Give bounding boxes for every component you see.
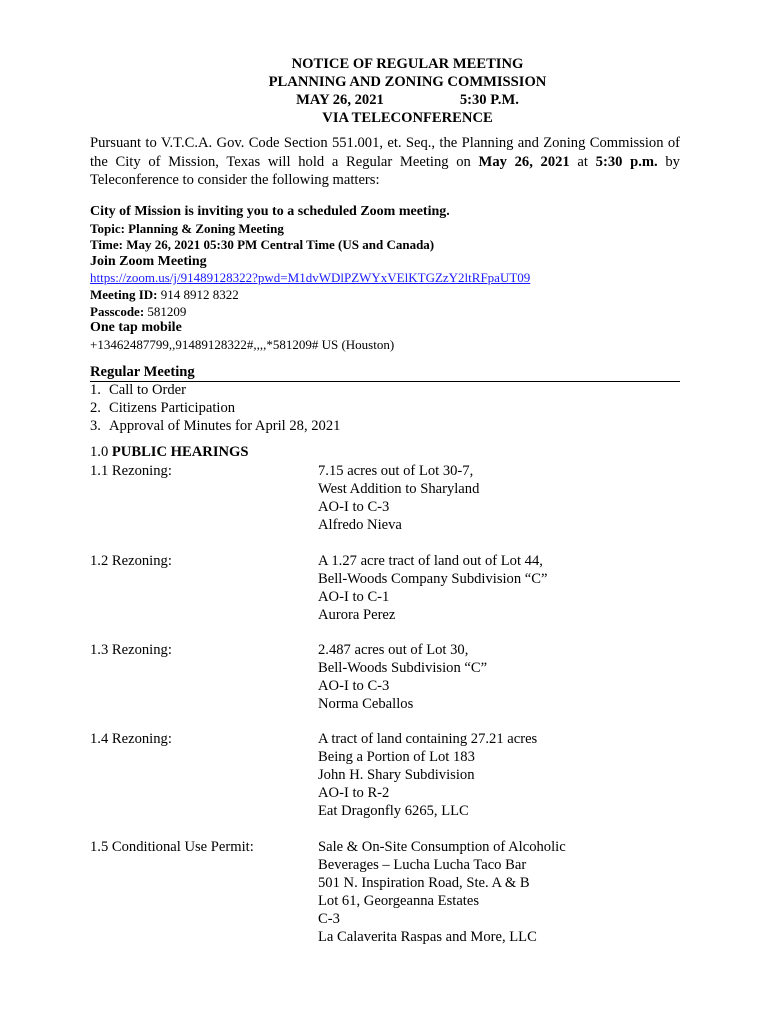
agenda-list: [90, 381, 340, 435]
public-hearings-heading: 1.0 PUBLIC HEARINGS: [90, 444, 249, 460]
passcode: Passcode: 581209: [90, 303, 187, 319]
hearing-description: 2.487 acres out of Lot 30, Bell-Woods Subdivision “C” AO-I to C-3 Norma Ceballos: [318, 642, 488, 712]
zoom-details: [90, 204, 690, 353]
zoom-topic: Topic: Planning & Zoning Meeting: [90, 220, 284, 236]
intro-date: May 26, 2021: [478, 153, 570, 170]
hearing-label: 1.2 Rezoning:: [90, 553, 172, 569]
meeting-datetime: [90, 91, 725, 109]
teleconference-title: VIA TELECONFERENCE: [322, 110, 493, 126]
meeting-date: MAY 26, 2021: [296, 92, 384, 108]
agenda-item: 1. Call to Order: [90, 382, 187, 398]
agenda-item: 2. Citizens Participation: [90, 400, 236, 416]
hearing-description: 7.15 acres out of Lot 30-7, West Addition to Sharyland AO-I to C-3 Alfredo Nieva: [318, 463, 480, 533]
hearing-description: A 1.27 acre tract of land out of Lot 44, Bell-Woods Company Subdivision “C” AO-I to C-1 Aurora Perez: [318, 553, 548, 623]
one-tap-number: +13462487799,,91489128322#,,,,*581209# US (Houston): [90, 336, 395, 352]
hearing-label: 1.1 Rezoning:: [90, 463, 172, 479]
notice-title: NOTICE OF REGULAR MEETING: [291, 56, 524, 72]
intro-paragraph: Pursuant to V.T.C.A. Gov. Code Section 551.001, et. Seq., the Planning and Zoning Commission of the City of Mission, Texas will hold a Regular Meeting on May 26, 2021 at 5:30 p.m. by Teleconference to consider the following matters:: [90, 135, 680, 188]
join-zoom-heading: Join Zoom Meeting: [90, 253, 207, 269]
zoom-invite: City of Mission is inviting you to a scheduled Zoom meeting.: [90, 204, 450, 219]
hearing-label: 1.4 Rezoning:: [90, 731, 172, 747]
meeting-id: Meeting ID: 914 8912 8322: [90, 286, 239, 302]
zoom-link[interactable]: https://zoom.us/j/91489128322?pwd=M1dvWDlPZWYxVElKTGZzY2ltRFpaUT09: [90, 270, 531, 286]
hearing-description: Sale & On-Site Consumption of Alcoholic Beverages – Lucha Lucha Taco Bar 501 N. Inspiration Road, Ste. A & B Lot 61, Georgeanna Estates C-3 La Calaverita Raspas and More, LLC: [318, 839, 566, 945]
regular-meeting-heading: Regular Meeting: [90, 364, 680, 382]
zoom-time: Time: May 26, 2021 05:30 PM Central Time (US and Canada): [90, 237, 435, 253]
hearing-label: 1.5 Conditional Use Permit:: [90, 839, 254, 855]
one-tap-heading: One tap mobile: [90, 320, 182, 336]
agenda-item: 3. Approval of Minutes for April 28, 2021: [90, 418, 341, 434]
hearing-description: A tract of land containing 27.21 acres Being a Portion of Lot 183 John H. Shary Subdivision AO-I to R-2 Eat Dragonfly 6265, LLC: [318, 731, 538, 819]
hearing-label: 1.3 Rezoning:: [90, 642, 172, 658]
meeting-time: 5:30 P.M.: [459, 92, 519, 108]
intro-time: 5:30 p.m.: [595, 153, 658, 170]
commission-title: PLANNING AND ZONING COMMISSION: [268, 74, 547, 90]
